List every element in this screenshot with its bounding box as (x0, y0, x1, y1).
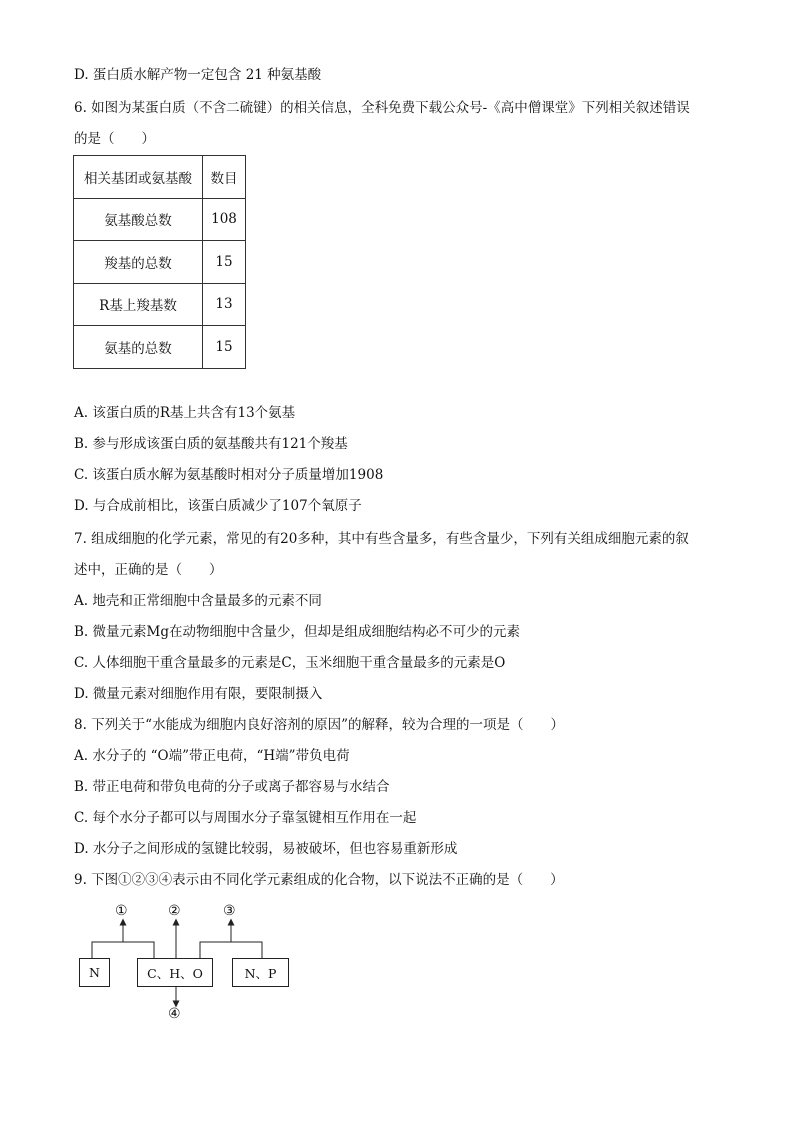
table-cell: 108 (203, 198, 246, 241)
table-header-row (74, 156, 246, 199)
table-cell: 羧基的总数 (74, 241, 203, 284)
q9-element-diagram (74, 900, 314, 1025)
connector-cho-np (200, 942, 262, 958)
table-cell: 15 (203, 241, 246, 284)
q5-option-d: D. 蛋白质水解产物一定包含 21 种氨基酸 (74, 67, 322, 83)
compound-label-3: ③ (223, 903, 236, 919)
q7-option-d: D. 微量元素对细胞作用有限，要限制摄入 (74, 686, 323, 702)
table-header-cell: 数目 (203, 156, 246, 199)
table-row (74, 198, 246, 241)
q7-option-c: C. 人体细胞干重含量最多的元素是C，玉米细胞干重含量最多的元素是O (74, 655, 506, 671)
q7-stem-line-1: 7. 组成细胞的化学元素，常见的有20多种，其中有些含量多，有些含量少，下列有关组成细胞元素的叙 (74, 531, 689, 547)
q7-stem-line-2: 述中，正确的是（ ） (74, 562, 223, 578)
table-row (74, 241, 246, 284)
table-row (74, 283, 246, 326)
table-cell: 氨基的总数 (74, 326, 203, 369)
q6-option-c: C. 该蛋白质水解为氨基酸时相对分子质量增加1908 (74, 467, 384, 483)
q7-option-b: B. 微量元素Mg在动物细胞中含量少，但却是组成细胞结构必不可少的元素 (74, 624, 520, 640)
q8-option-d: D. 水分子之间形成的氢键比较弱，易被破坏，但也容易重新形成 (74, 841, 458, 857)
q6-info-table (73, 155, 246, 369)
q8-option-a: A. 水分子的 “O端”带正电荷，“H端”带负电荷 (74, 748, 350, 764)
q8-stem: 8. 下列关于“水能成为细胞内良好溶剂的原因”的解释，较为合理的一项是（ ） (74, 717, 564, 733)
q8-option-c: C. 每个水分子都可以与周围水分子靠氢键相互作用在一起 (74, 810, 417, 826)
table-cell: R基上羧基数 (74, 283, 203, 326)
element-box-cho: C、H、O (137, 958, 213, 987)
q6-stem-line-2: 的是（ ） (74, 131, 155, 147)
table-header-cell: 相关基团或氨基酸 (74, 156, 203, 199)
table-cell: 13 (203, 283, 246, 326)
q7-option-a: A. 地壳和正常细胞中含量最多的元素不同 (74, 593, 322, 609)
q9-stem: 9. 下图①②③④表示由不同化学元素组成的化合物，以下说法不正确的是（ ） (74, 872, 564, 888)
compound-label-4: ④ (168, 1006, 181, 1022)
q6-option-b: B. 参与形成该蛋白质的氨基酸共有121个羧基 (74, 436, 348, 452)
q6-option-d: D. 与合成前相比，该蛋白质减少了107个氧原子 (74, 498, 362, 514)
compound-label-2: ② (168, 903, 181, 919)
compound-label-1: ① (115, 903, 128, 919)
element-box-np: N、P (232, 958, 289, 987)
table-row (74, 326, 246, 369)
q6-option-a: A. 该蛋白质的R基上共含有13个氨基 (74, 405, 296, 421)
q6-stem-line-1: 6. 如图为某蛋白质（不含二硫键）的相关信息，全科免费下载公众号-《高中僧课堂》下列相关叙述错误 (74, 100, 690, 116)
q8-option-b: B. 带正电荷和带负电荷的分子或离子都容易与水结合 (74, 779, 390, 795)
connector-n-cho (92, 942, 154, 958)
table-cell: 氨基酸总数 (74, 198, 203, 241)
element-box-n: N (79, 958, 110, 987)
table-cell: 15 (203, 326, 246, 369)
